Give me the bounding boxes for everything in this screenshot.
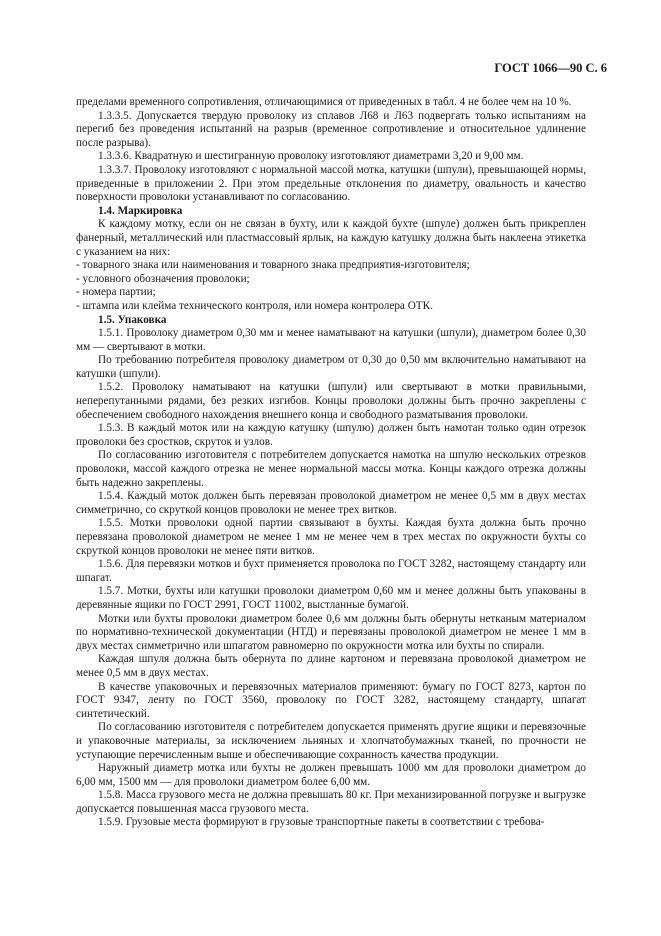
list-item: - товарного знака или наименования и товарного знака предприятия-изготовителя; [76,259,470,272]
document-body [76,96,586,830]
section-heading: 1.5. Упаковка [98,313,167,326]
paragraph: Мотки или бухты проволоки диаметром более 0,6 мм должны быть обернуты нетканым материалом по нормативно-технической документации (НТД) и перевязаны проволокой диаметром не менее 1 мм в двух местах симметрично или шпагатом равномерно по окружности мотка или бухты по спирали. [76,612,586,652]
paragraph: 1.5.4. Каждый моток должен быть перевязан проволокой диаметром не менее 0,5 мм в двух местах симметрично, со скруткой концов проволоки не менее трех витков. [76,490,586,516]
paragraph: 1.3.3.6. Квадратную и шестигранную проволоку изготовляют диаметрами 3,20 и 9,00 мм. [98,150,524,163]
paragraph: 1.5.2. Проволоку наматывают на катушки (шпули) или свертывают в мотки правильными, неперепутанными рядами, без резких изгибов. Концы проволоки должны быть прочно закреплены с обеспечением свободного нахождения внешнего конца и свободного разматывания проволоки. [76,381,586,421]
paragraph: В качестве упаковочных и перевязочных материалов применяют: бумагу по ГОСТ 8273, картон по ГОСТ 9347, ленту по ГОСТ 3560, проволоку по ГОСТ 3282, настоящему стандарту, шпагат синтетический. [76,680,586,720]
paragraph: 1.5.3. В каждый моток или на каждую катушку (шпулю) должен быть намотан только один отрезок проволоки без сростков, скруток и узлов. [76,422,586,448]
paragraph: 1.5.8. Масса грузового места не должна превышать 80 кг. При механизированной погрузке и выгрузке допускается повышенная масса грузового места. [76,789,586,815]
paragraph: 1.5.9. Грузовые места формируют в грузовые транспортные пакеты в соответствии с требова- [98,816,545,829]
list-item: - условного обозначения проволоки; [76,272,250,285]
paragraph: По согласованию изготовителя с потребителем допускается намотка на шпулю нескольких отрезков проволоки, массой каждого отрезка не менее нормальной массы мотка. Концы каждого отрезка должны быть надежно закреплены. [76,449,586,489]
paragraph: 1.5.6. Для перевязки мотков и бухт применяется проволока по ГОСТ 3282, настоящему стандарту или шпагат. [76,558,586,584]
paragraph: Наружный диаметр мотка или бухты не должен превышать 1000 мм для проволоки диаметром до 6,00 мм, 1500 мм — для проволоки диаметром более 6,00 мм. [76,762,586,788]
page-header: ГОСТ 1066—90 С. 6 [494,61,607,75]
paragraph: пределами временного сопротивления, отличающимися от приведенных в табл. 4 не более чем на 10 %. [76,96,572,108]
paragraph: 1.3.3.7. Проволоку изготовляют с нормальной массой мотка, катушки (шпули), превышающей нормы, приведенные в приложении 2. При этом предельные отклонения по диаметру, овальность и качество поверхности проволоки устанавливают по согласованию. [76,163,586,204]
paragraph: 1.5.7. Мотки, бухты или катушки проволоки диаметром 0,60 мм и менее должны быть упакованы в деревянные ящики по ГОСТ 2991, ГОСТ 11002, выстланные бумагой. [76,585,586,611]
list-item: - номера партии; [76,286,156,299]
paragraph: 1.5.1. Проволоку диаметром 0,30 мм и менее наматывают на катушки (шпули), диаметром более 0,30 мм — свертывают в мотки. [76,327,586,353]
list-item: - штампа или клейма технического контроля, или номера контролера ОТК. [76,299,433,312]
section-heading: 1.4. Маркировка [98,204,183,217]
paragraph: По требованию потребителя проволоку диаметром от 0,30 до 0,50 мм включительно наматывают на катушки (шпули). [76,354,586,380]
paragraph: К каждому мотку, если он не связан в бухту, или к каждой бухте (шпуле) должен быть прикреплен фанерный, металлический или пластмассовый ярлык, на каждую катушку должна быть наклеена этикетка с указанием на них: [76,218,586,258]
paragraph: Каждая шпуля должна быть обернута по длине картоном и перевязана проволокой диаметром не менее 0,5 мм в двух местах. [76,653,586,679]
paragraph: 1.3.3.5. Допускается твердую проволоку из сплавов Л68 и Л63 подвергать только испытаниям на перегиб без проведения испытаний на разрыв (временное сопротивление и относительное удлинение после разрыва). [76,109,586,149]
paragraph: 1.5.5. Мотки проволоки одной партии связывают в бухты. Каждая бухта должна быть прочно перевязана проволокой диаметром не менее 1 мм не менее чем в трех местах по окружности бухты со скруткой концов проволоки не менее пяти витков. [76,517,586,557]
paragraph: По согласованию изготовителя с потребителем допускается применять другие ящики и перевязочные и упаковочные материалы, за исключением льняных и хлопчатобумажных тканей, по прочности не уступающие перечисленным выше и обеспечивающие сохранность качества продукции. [76,721,586,761]
